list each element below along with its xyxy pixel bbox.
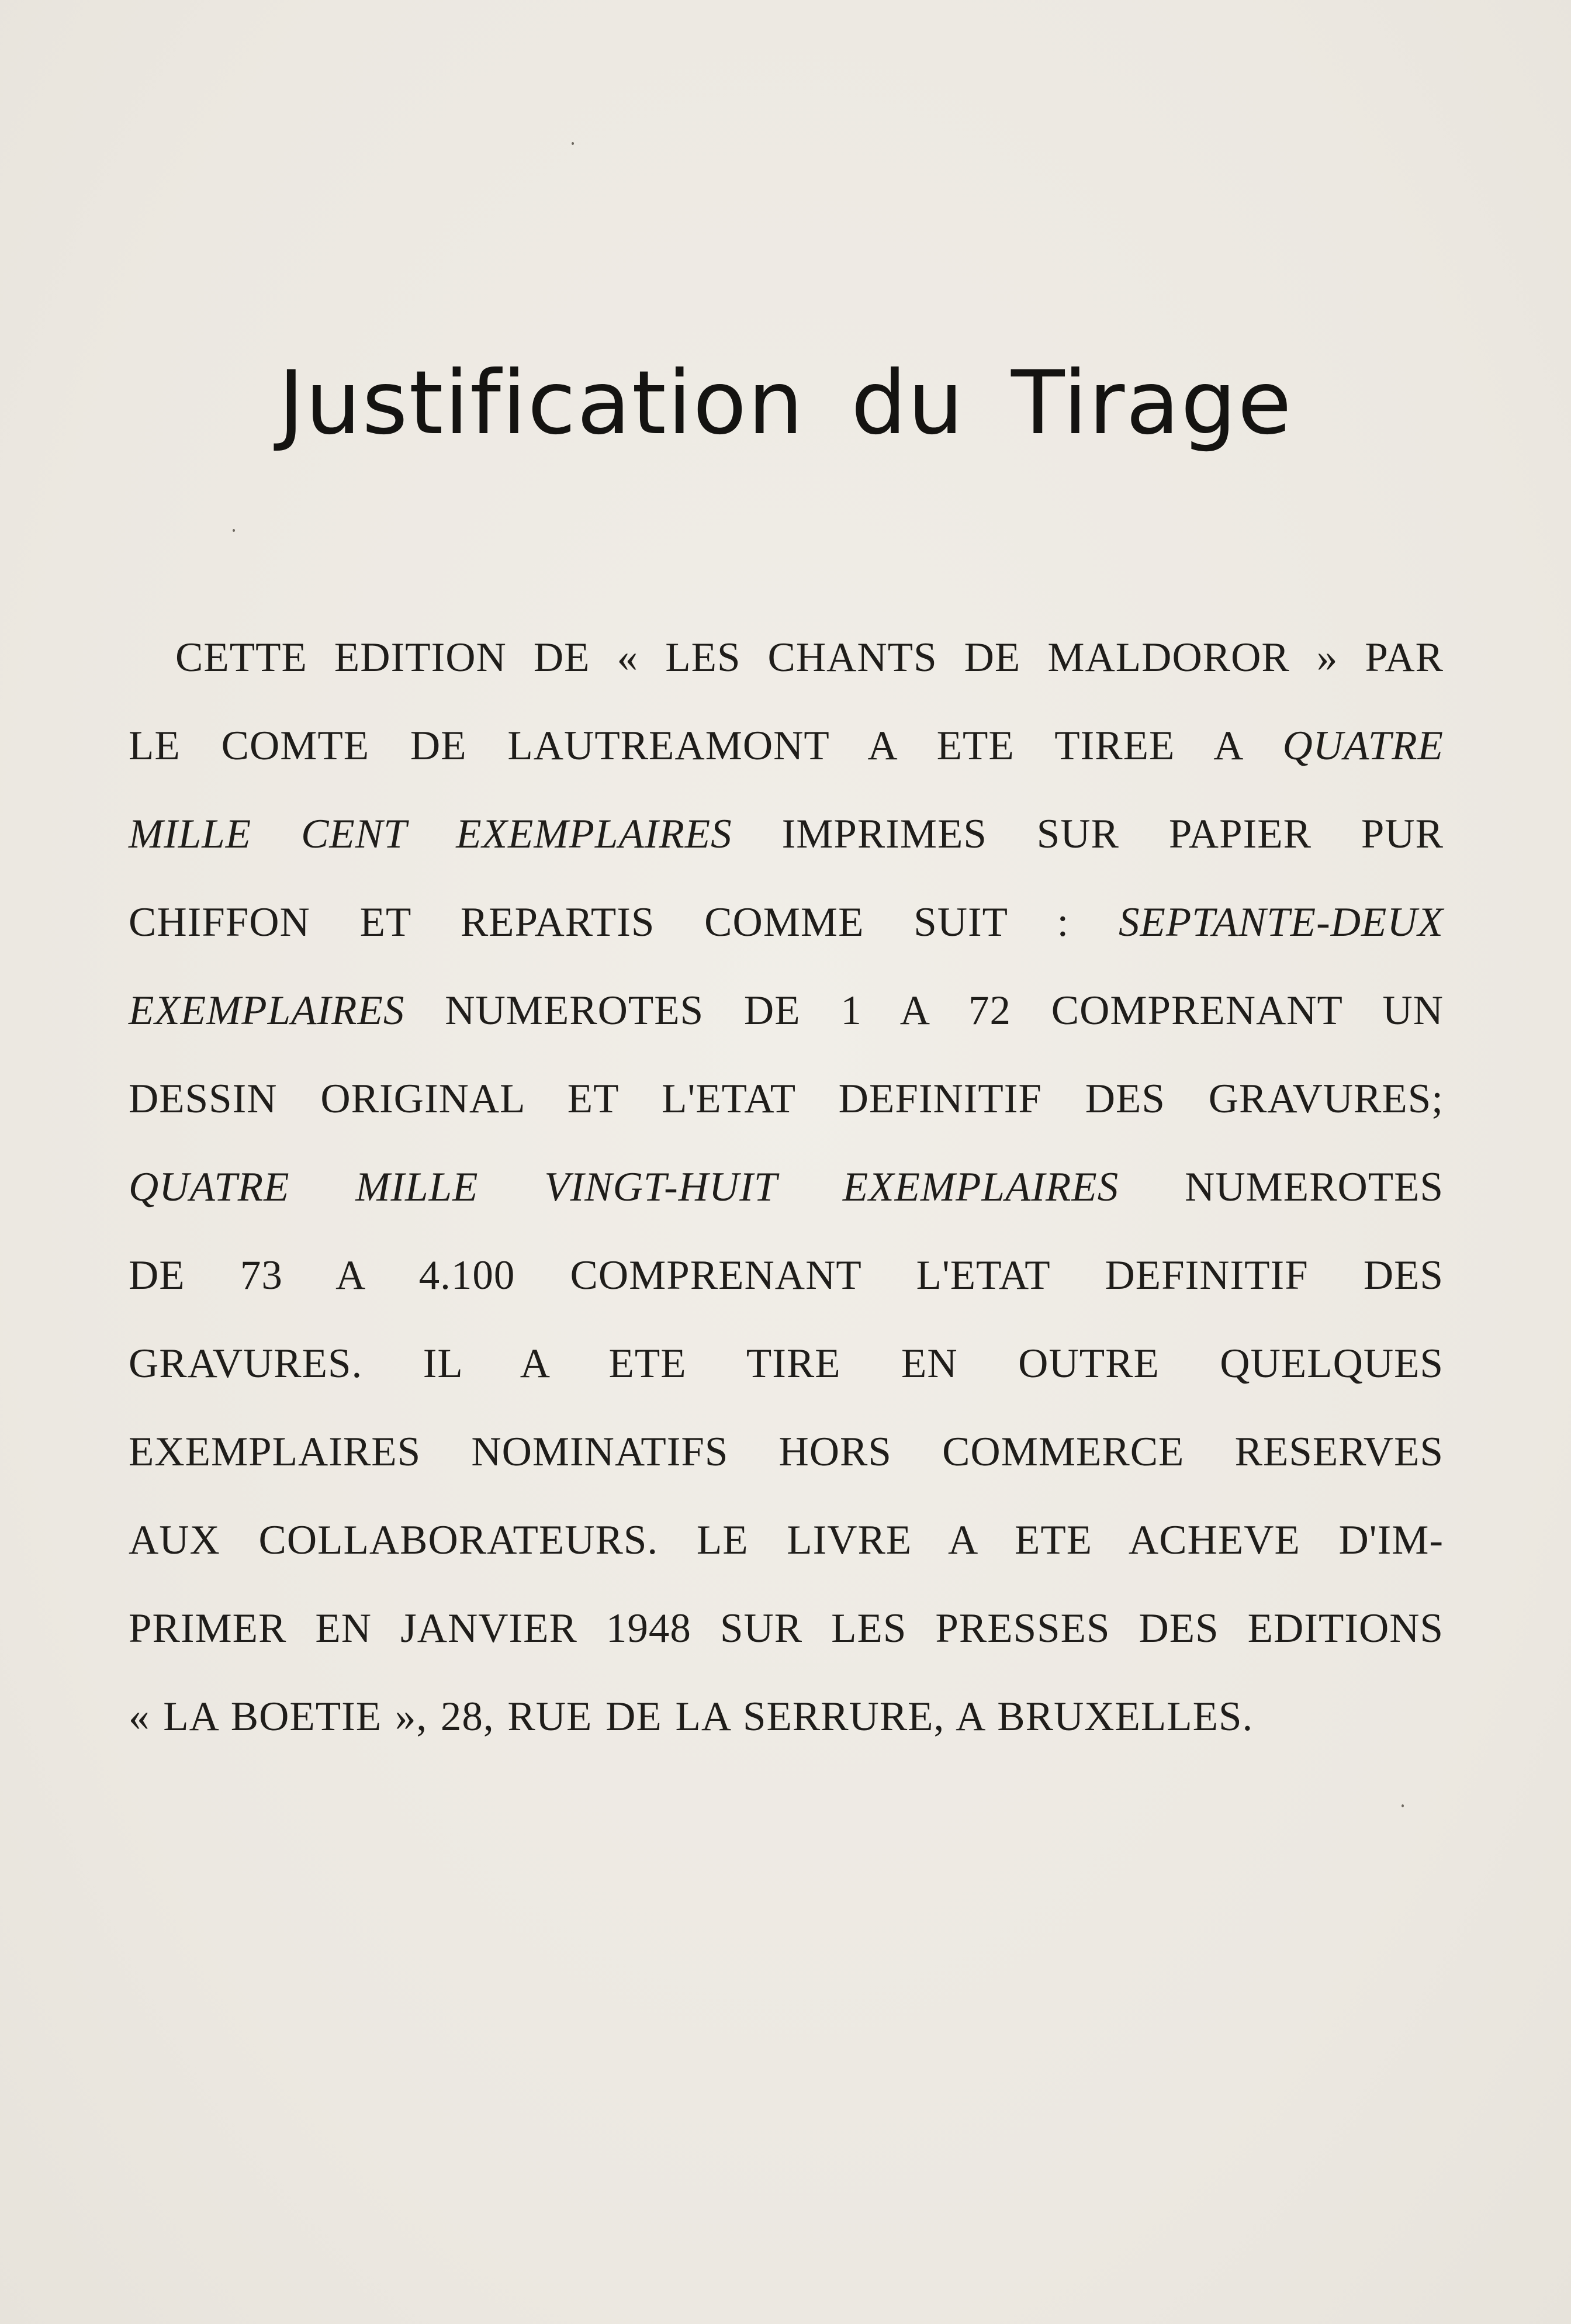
paper-speck xyxy=(233,529,235,532)
paper-speck xyxy=(572,142,574,145)
text-run: « LA BOETIE », 28, RUE DE LA SERRURE, A BRUXELLES. xyxy=(129,1694,1254,1739)
text-run: CHIFFON ET REPARTIS COMME SUIT : xyxy=(129,900,1070,945)
italic-run: MILLE CENT EXEMPLAIRES xyxy=(129,811,732,857)
text-line xyxy=(129,1496,1444,1585)
italic-run: QUATRE MILLE VINGT-HUIT EXEMPLAIRES xyxy=(129,1164,1119,1210)
text-line xyxy=(129,1408,1444,1496)
text-line xyxy=(129,1673,1444,1761)
text-line xyxy=(129,1232,1444,1320)
text-line xyxy=(129,1143,1444,1232)
italic-run: EXEMPLAIRES xyxy=(129,988,405,1033)
paper-speck xyxy=(1402,1804,1404,1807)
text-run: IMPRIMES SUR PAPIER PUR xyxy=(781,811,1444,857)
text-line xyxy=(129,1585,1444,1673)
text-run: AUX COLLABORATEURS. LE LIVRE A ETE ACHEVE D'IM- xyxy=(129,1517,1444,1563)
text-line xyxy=(129,614,1444,702)
text-run: DESSIN ORIGINAL ET L'ETAT DEFINITIF DES GRAVURES; xyxy=(129,1076,1444,1122)
text-run: GRAVURES. IL A ETE TIRE EN OUTRE QUELQUES xyxy=(129,1341,1444,1386)
text-run: NUMEROTES DE 1 A 72 COMPRENANT UN xyxy=(445,988,1444,1033)
text-line xyxy=(129,879,1444,967)
italic-run: SEPTANTE-DEUX xyxy=(1119,900,1444,945)
text-run: LE COMTE DE LAUTREAMONT A ETE TIREE A xyxy=(129,723,1242,769)
text-line xyxy=(129,1320,1444,1408)
text-run: NUMEROTES xyxy=(1185,1164,1444,1210)
text-run: DE 73 A 4.100 COMPRENANT L'ETAT DEFINITIF DES xyxy=(129,1253,1444,1298)
text-line xyxy=(129,790,1444,879)
justification-paragraph xyxy=(129,614,1444,1761)
text-run: PRIMER EN JANVIER 1948 SUR LES PRESSES DES EDITIONS xyxy=(129,1606,1444,1651)
text-line xyxy=(129,967,1444,1055)
text-line xyxy=(129,1055,1444,1143)
text-line xyxy=(129,702,1444,790)
text-run: CETTE EDITION DE « LES CHANTS DE MALDOROR » PAR xyxy=(175,635,1444,680)
page-title: Justification du Tirage xyxy=(278,352,1293,454)
italic-run: QUATRE xyxy=(1282,723,1444,769)
text-run: EXEMPLAIRES NOMINATIFS HORS COMMERCE RESERVES xyxy=(129,1429,1444,1475)
